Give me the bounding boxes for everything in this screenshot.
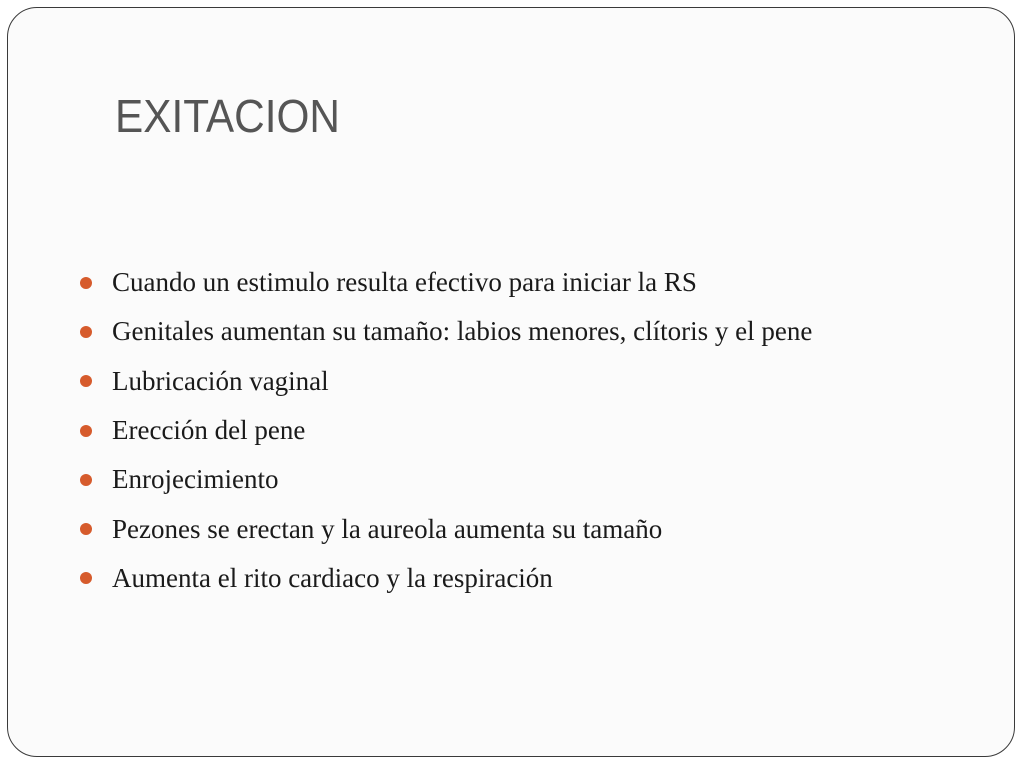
bullet-dot-icon: [80, 375, 92, 387]
bullet-text: Genitales aumentan su tamaño: labios menores, clítoris y el pene: [112, 316, 813, 347]
list-item: [80, 258, 980, 307]
bullet-text: Aumenta el rito cardiaco y la respiración: [112, 562, 553, 593]
bullet-dot-icon: [80, 425, 92, 437]
bullet-text: Cuando un estimulo resulta efectivo para iniciar la RS: [112, 267, 697, 298]
bullet-text: Erección del pene: [112, 415, 306, 446]
list-item: [80, 307, 980, 356]
list-item: [80, 504, 980, 553]
bullet-dot-icon: [80, 523, 92, 535]
list-item: [80, 455, 980, 504]
bullet-dot-icon: [80, 326, 92, 338]
slide-title: EXITACION: [115, 90, 340, 142]
bullet-list: [80, 258, 980, 603]
bullet-text: Lubricación vaginal: [112, 365, 329, 396]
list-item: [80, 357, 980, 406]
list-item: [80, 406, 980, 455]
bullet-text: Enrojecimiento: [112, 464, 279, 495]
list-item: [80, 554, 980, 603]
bullet-text: Pezones se erectan y la aureola aumenta su tamaño: [112, 513, 663, 544]
bullet-dot-icon: [80, 572, 92, 584]
slide: [7, 7, 1015, 757]
bullet-dot-icon: [80, 277, 92, 289]
bullet-dot-icon: [80, 474, 92, 486]
